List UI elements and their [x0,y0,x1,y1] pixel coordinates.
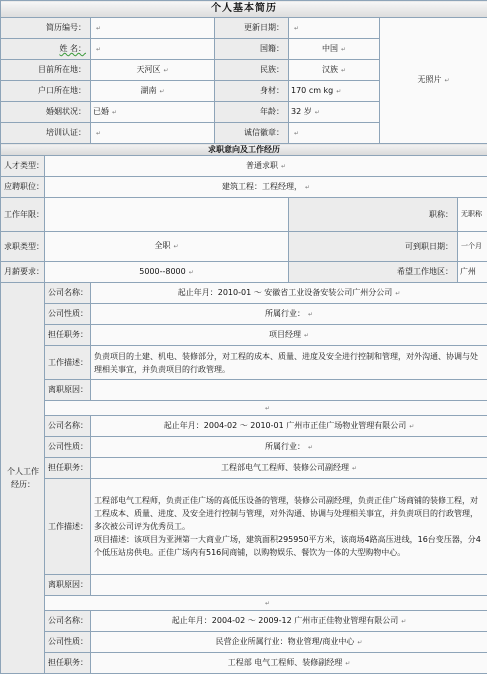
title-label: 职称： [289,198,458,232]
job1-desc: 负责项目的土建、机电、装修部分，对工程的成本、质量、进度及安全进行控制和管理，对外沟通、协调与处理相关事宜，并负责项目的行政管理。 [91,346,487,380]
company-label: 公司名称： [45,283,91,304]
company-label: 公司名称： [45,416,91,437]
age-label: 年龄： [215,102,289,123]
job-section-header: 求职意向及工作经历 [1,144,487,156]
location-value: 天河区 ↵ [91,60,215,81]
ethnic-value: 汉族 ↵ [289,60,380,81]
area-value: 广州 [458,262,487,283]
marital-value: 已婚 ↵ [91,102,215,123]
company-label: 公司名称： [45,611,91,632]
cert-value: ↵ [91,123,215,144]
height-value: 170 cm kg ↵ [289,81,380,102]
update-value: ↵ [289,18,380,39]
cert-label: 培训认证： [1,123,91,144]
age-value: 32 岁 ↵ [289,102,380,123]
marital-label: 婚姻状况： [1,102,91,123]
job-separator: ↵ [45,596,487,611]
area-label: 希望工作地区： [289,262,458,283]
start-date-value: 一个月 [458,232,487,262]
job3-nature: 民营企业所属行业：物业管理/商业中心 ↵ [91,632,487,653]
name-value: ↵ [91,39,215,60]
job-type-label: 求职类型： [1,232,45,262]
resume-no-value: ↵ [91,18,215,39]
experience-label: 个人工作经历： [1,283,45,674]
photo-placeholder: 无照片 ↵ [380,18,487,144]
role-label: 担任职务： [45,325,91,346]
credit-label: 诚信徽章： [215,123,289,144]
nationality-value: 中国 ↵ [289,39,380,60]
resume-no-label: 简历编号： [1,18,91,39]
leave-label: 离职原因： [45,380,91,401]
job-type-value: 全职 ↵ [45,232,289,262]
years-value [45,198,289,232]
hukou-label: 户口所在地： [1,81,91,102]
location-label: 目前所在地： [1,60,91,81]
years-label: 工作年限： [1,198,45,232]
nationality-label: 国籍： [215,39,289,60]
nature-label: 公司性质： [45,304,91,325]
name-label: 姓 名： [1,39,91,60]
desc-label: 工作描述： [45,346,91,380]
update-label: 更新日期： [215,18,289,39]
ethnic-label: 民族： [215,60,289,81]
job1-nature: 所属行业： ↵ [91,304,487,325]
job2-nature: 所属行业： ↵ [91,437,487,458]
job1-company: 起止年月：2010-01 ～ 安徽省工业设备安装公司广州分公司 ↵ [91,283,487,304]
job2-company: 起止年月：2004-02 ～ 2010-01 广州市正佳广场物业管理有限公司 ↵ [91,416,487,437]
page-title: 个人基本简历 [1,1,487,18]
job3-company: 起止年月：2004-02 ～ 2009-12 广州市正佳物业管理有限公司 ↵ [91,611,487,632]
start-date-label: 可到职日期： [289,232,458,262]
salary-label: 月薪要求： [1,262,45,283]
salary-value: 5000--8000 ↵ [45,262,289,283]
job2-role: 工程部电气工程师、装修公司副经理 ↵ [91,458,487,479]
talent-type-value: 普通求职 ↵ [45,156,487,177]
job1-role: 项目经理 ↵ [91,325,487,346]
position-label: 应聘职位： [1,177,45,198]
leave-label: 离职原因： [45,575,91,596]
desc-label: 工作描述： [45,479,91,575]
nature-label: 公司性质： [45,632,91,653]
role-label: 担任职务： [45,458,91,479]
job3-role: 工程部 电气工程师、装修副经理 ↵ [91,653,487,674]
talent-type-label: 人才类型： [1,156,45,177]
job-separator: ↵ [45,401,487,416]
credit-value: ↵ [289,123,380,144]
height-label: 身材： [215,81,289,102]
job2-desc: 工程部电气工程师，负责正佳广场的高低压设备的管理，装修公司副经理，负责正佳广场商铺的装修工程，对工程成本、质量、进度、及安全进行控制与管理，对外沟通、协调与处理相关事宜，并负责项目的行政管理，多次被公司评为优秀员工。 项目描述：该项目为亚洲第一大商业广场，建筑面积295950平方米，该商场4路高压进线，16台变压器，分4个低压站房供电。正佳广场内有516间商铺，以购物娱乐、餐饮为一体的大型购物中心。 [91,479,487,575]
job1-leave [91,380,487,401]
nature-label: 公司性质： [45,437,91,458]
position-value: 建筑工程：工程经理， ↵ [45,177,487,198]
job2-leave [91,575,487,596]
title-value: 无职称 [458,198,487,232]
role-label: 担任职务： [45,653,91,674]
hukou-value: 湖南 ↵ [91,81,215,102]
